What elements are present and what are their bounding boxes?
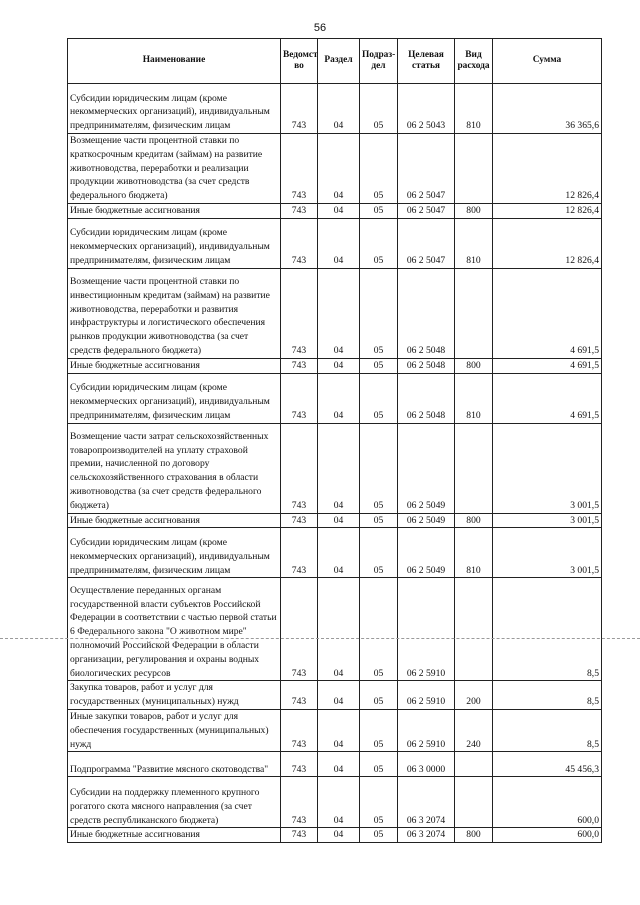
row-dept-cell: 743: [281, 528, 318, 578]
row-section-cell: 04: [318, 828, 360, 843]
row-amount-cell: 600,0: [493, 777, 602, 828]
row-amount-cell: 3 001,5: [493, 423, 602, 513]
row-expense-type-cell: [455, 268, 493, 358]
row-name-cell: Осуществление переданных органам государственной власти субъектов Российской Федерации в соответствии с частью первой статьи 6 Федерального закона "О животном мире" полномочий Российской Федерации в области организации, регулирования и охраны водных биологических ресурсов: [68, 578, 281, 681]
row-amount-cell: 8,5: [493, 709, 602, 751]
row-name-cell: Иные бюджетные ассигнования: [68, 203, 281, 218]
row-subsection-cell: 05: [360, 134, 398, 204]
row-name-cell: Иные закупки товаров, работ и услуг для обеспечения государственных (муниципальных) нужд: [68, 709, 281, 751]
row-dept-cell: 743: [281, 578, 318, 681]
table-row: [68, 528, 602, 578]
row-amount-cell: 4 691,5: [493, 268, 602, 358]
table-row: [68, 203, 602, 218]
row-target-item-cell: 06 3 2074: [398, 828, 455, 843]
page-fold-line: [0, 638, 640, 639]
row-amount-cell: 3 001,5: [493, 513, 602, 528]
row-dept-cell: 743: [281, 268, 318, 358]
row-name-cell: Возмещение части процентной ставки по краткосрочным кредитам (займам) на развитие животноводства, переработки и реализации продукции животноводства (за счет средств федерального бюджета): [68, 134, 281, 204]
row-target-item-cell: 06 2 5049: [398, 423, 455, 513]
row-expense-type-cell: [455, 578, 493, 681]
row-target-item-cell: 06 2 5049: [398, 528, 455, 578]
row-section-cell: 04: [318, 373, 360, 423]
table-row: [68, 752, 602, 777]
row-expense-type-cell: 240: [455, 709, 493, 751]
table-row: [68, 268, 602, 358]
row-dept-cell: 743: [281, 709, 318, 751]
row-amount-cell: 600,0: [493, 828, 602, 843]
row-subsection-cell: 05: [360, 358, 398, 373]
row-section-cell: 04: [318, 84, 360, 134]
row-section-cell: 04: [318, 528, 360, 578]
table-row: [68, 513, 602, 528]
row-expense-type-cell: [455, 134, 493, 204]
row-subsection-cell: 05: [360, 777, 398, 828]
row-target-item-cell: 06 2 5910: [398, 681, 455, 710]
header-name: Наименование: [68, 39, 281, 84]
row-name-cell: Закупка товаров, работ и услуг для государственных (муниципальных) нужд: [68, 681, 281, 710]
row-dept-cell: 743: [281, 84, 318, 134]
row-name-cell: Подпрограмма "Развитие мясного скотоводства": [68, 752, 281, 777]
row-dept-cell: 743: [281, 828, 318, 843]
row-target-item-cell: 06 2 5048: [398, 373, 455, 423]
row-amount-cell: 8,5: [493, 578, 602, 681]
row-section-cell: 04: [318, 709, 360, 751]
row-name-cell: Субсидии юридическим лицам (кроме некоммерческих организаций), индивидуальным предпринимателям, физическим лицам: [68, 84, 281, 134]
row-section-cell: 04: [318, 513, 360, 528]
row-target-item-cell: 06 2 5910: [398, 578, 455, 681]
row-name-cell: Субсидии юридическим лицам (кроме некоммерческих организаций), индивидуальным предпринимателям, физическим лицам: [68, 218, 281, 268]
row-dept-cell: 743: [281, 218, 318, 268]
row-subsection-cell: 05: [360, 373, 398, 423]
row-dept-cell: 743: [281, 513, 318, 528]
row-subsection-cell: 05: [360, 709, 398, 751]
table-row: [68, 828, 602, 843]
row-target-item-cell: 06 2 5047: [398, 203, 455, 218]
row-section-cell: 04: [318, 752, 360, 777]
row-amount-cell: 3 001,5: [493, 528, 602, 578]
row-target-item-cell: 06 3 0000: [398, 752, 455, 777]
header-expense-type: Вид расхода: [455, 39, 493, 84]
table-row: [68, 681, 602, 710]
row-target-item-cell: 06 2 5049: [398, 513, 455, 528]
row-subsection-cell: 05: [360, 528, 398, 578]
row-name-cell: Субсидии на поддержку племенного крупного рогатого скота мясного направления (за счет средств республиканского бюджета): [68, 777, 281, 828]
row-subsection-cell: 05: [360, 423, 398, 513]
row-amount-cell: 8,5: [493, 681, 602, 710]
row-expense-type-cell: 800: [455, 828, 493, 843]
row-expense-type-cell: 810: [455, 528, 493, 578]
row-subsection-cell: 05: [360, 84, 398, 134]
row-section-cell: 04: [318, 578, 360, 681]
table-header-row: [68, 39, 602, 84]
row-name-cell: Субсидии юридическим лицам (кроме некоммерческих организаций), индивидуальным предпринимателям, физическим лицам: [68, 528, 281, 578]
row-section-cell: 04: [318, 134, 360, 204]
table-row: [68, 423, 602, 513]
row-expense-type-cell: 800: [455, 358, 493, 373]
header-subsection: Подраз-дел: [360, 39, 398, 84]
row-expense-type-cell: [455, 752, 493, 777]
row-section-cell: 04: [318, 423, 360, 513]
table-row: [68, 218, 602, 268]
row-section-cell: 04: [318, 268, 360, 358]
table-row: [68, 373, 602, 423]
row-target-item-cell: 06 2 5043: [398, 84, 455, 134]
header-amount: Сумма: [493, 39, 602, 84]
row-amount-cell: 12 826,4: [493, 134, 602, 204]
row-section-cell: 04: [318, 218, 360, 268]
row-dept-cell: 743: [281, 752, 318, 777]
table-row: [68, 578, 602, 681]
row-target-item-cell: 06 2 5047: [398, 134, 455, 204]
header-target-item: Целевая статья: [398, 39, 455, 84]
table-row: [68, 134, 602, 204]
row-subsection-cell: 05: [360, 828, 398, 843]
row-subsection-cell: 05: [360, 578, 398, 681]
row-expense-type-cell: 800: [455, 203, 493, 218]
table-row: [68, 777, 602, 828]
row-amount-cell: 12 826,4: [493, 203, 602, 218]
row-subsection-cell: 05: [360, 513, 398, 528]
row-subsection-cell: 05: [360, 268, 398, 358]
row-dept-cell: 743: [281, 134, 318, 204]
row-name-cell: Иные бюджетные ассигнования: [68, 828, 281, 843]
row-target-item-cell: 06 2 5048: [398, 268, 455, 358]
row-expense-type-cell: 810: [455, 84, 493, 134]
row-section-cell: 04: [318, 358, 360, 373]
row-dept-cell: 743: [281, 358, 318, 373]
row-subsection-cell: 05: [360, 752, 398, 777]
row-expense-type-cell: [455, 423, 493, 513]
row-target-item-cell: 06 2 5048: [398, 358, 455, 373]
row-amount-cell: 4 691,5: [493, 373, 602, 423]
page-number: 56: [313, 22, 327, 34]
row-dept-cell: 743: [281, 681, 318, 710]
row-name-cell: Иные бюджетные ассигнования: [68, 358, 281, 373]
row-expense-type-cell: 810: [455, 218, 493, 268]
row-subsection-cell: 05: [360, 681, 398, 710]
row-expense-type-cell: 200: [455, 681, 493, 710]
row-dept-cell: 743: [281, 423, 318, 513]
table-row: [68, 709, 602, 751]
row-subsection-cell: 05: [360, 218, 398, 268]
row-target-item-cell: 06 3 2074: [398, 777, 455, 828]
row-amount-cell: 12 826,4: [493, 218, 602, 268]
row-amount-cell: 45 456,3: [493, 752, 602, 777]
row-target-item-cell: 06 2 5047: [398, 218, 455, 268]
row-section-cell: 04: [318, 203, 360, 218]
row-name-cell: Возмещение части затрат сельскохозяйственных товаропроизводителей на уплату страховой премии, начисленной по договору сельскохозяйственного страхования в области животноводства (за счет средств федерального бюджета): [68, 423, 281, 513]
row-dept-cell: 743: [281, 373, 318, 423]
header-section: Раздел: [318, 39, 360, 84]
row-amount-cell: 4 691,5: [493, 358, 602, 373]
table-row: [68, 358, 602, 373]
row-expense-type-cell: [455, 777, 493, 828]
row-target-item-cell: 06 2 5910: [398, 709, 455, 751]
row-dept-cell: 743: [281, 777, 318, 828]
row-section-cell: 04: [318, 777, 360, 828]
row-subsection-cell: 05: [360, 203, 398, 218]
header-dept: Ведомст во: [281, 39, 318, 84]
row-name-cell: Иные бюджетные ассигнования: [68, 513, 281, 528]
row-expense-type-cell: 810: [455, 373, 493, 423]
budget-table: [67, 38, 602, 843]
table-row: [68, 84, 602, 134]
row-amount-cell: 36 365,6: [493, 84, 602, 134]
row-dept-cell: 743: [281, 203, 318, 218]
row-expense-type-cell: 800: [455, 513, 493, 528]
row-name-cell: Возмещение части процентной ставки по инвестиционным кредитам (займам) на развитие животноводства, переработки и развития инфраструктуры и логистического обеспечения рынков продукции животноводства (за счет средств федерального бюджета): [68, 268, 281, 358]
row-name-cell: Субсидии юридическим лицам (кроме некоммерческих организаций), индивидуальным предпринимателям, физическим лицам: [68, 373, 281, 423]
row-section-cell: 04: [318, 681, 360, 710]
